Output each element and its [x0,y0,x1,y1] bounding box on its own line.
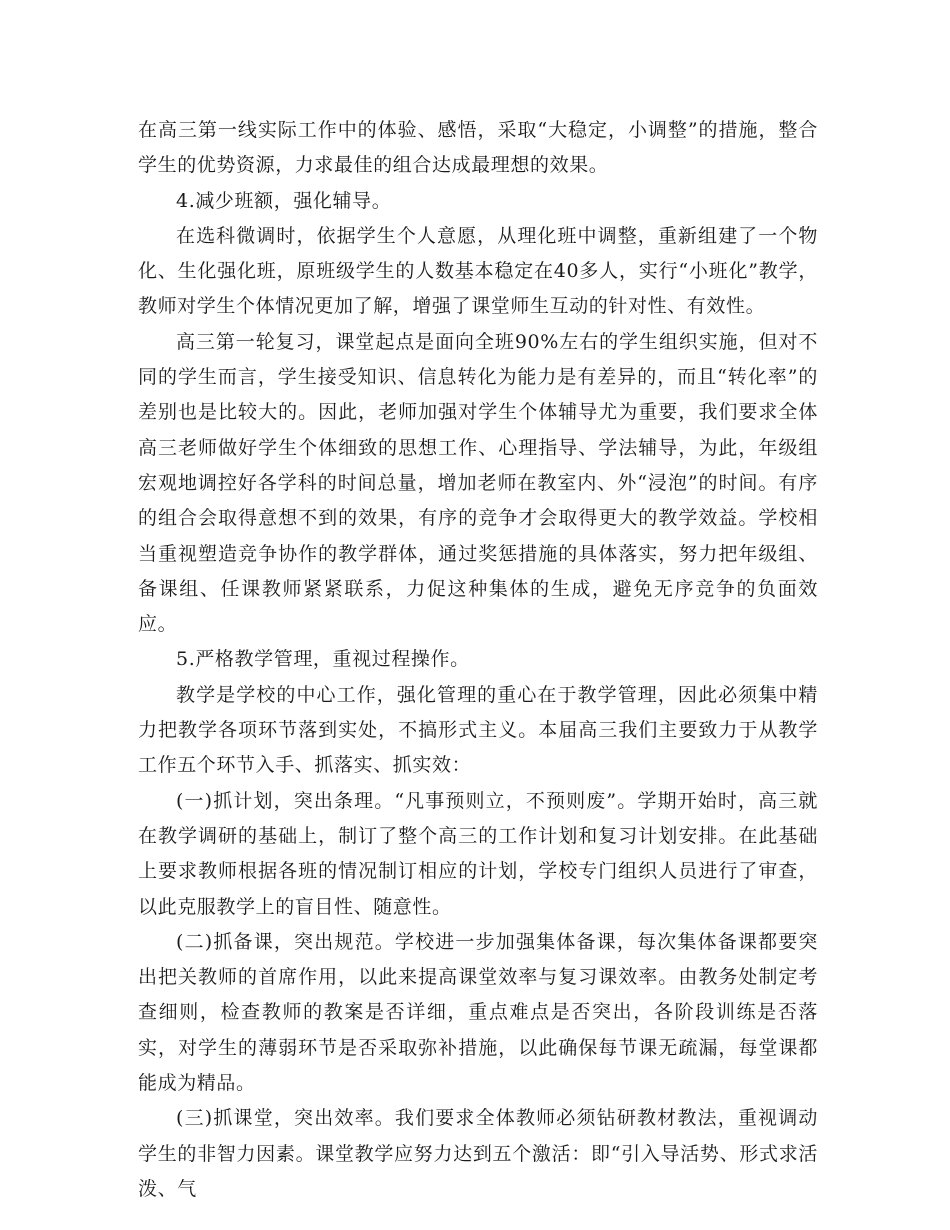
paragraph-3: 在选科微调时，依据学生个人意愿，从理化班中调整，重新组建了一个物化、生化强化班，原班级学生的人数基本稳定在40多人，实行“小班化”教学，教师对学生个体情况更加了解，增强了课堂师生互动的针对性、有效性。 [138,224,818,318]
heading-5-teaching-management: 5.严格教学管理，重视过程操作。 [176,648,470,671]
paragraph-classroom: (三)抓课堂，突出效率。我们要求全体教师必须钻研教材教法，重视调动学生的非智力因素。课堂教学应努力达到五个激活：即“引入导活势、形式求活泼、气 [138,1107,818,1200]
document-body [138,113,818,1207]
paragraph-6: 教学是学校的中心工作，强化管理的重心在于教学管理，因此必须集中精力把教学各项环节落到实处，不搞形式主义。本届高三我们主要致力于从教学工作五个环节入手、抓落实、抓实效： [138,683,818,777]
paragraph-1: 在高三第一线实际工作中的体验、感悟，采取“大稳定，小调整”的措施，整合学生的优势资源，力求最佳的组合达成最理想的效果。 [138,119,818,177]
paragraph-plan: (一)抓计划，突出条理。“凡事预则立，不预则废”。学期开始时，高三就在教学调研的基础上，制订了整个高三的工作计划和复习计划安排。在此基础上要求教师根据各班的情况制订相应的计划，学校专门组织人员进行了审查，以此克服教学上的盲目性、随意性。 [138,789,818,918]
paragraph-lesson-prep: (二)抓备课，突出规范。学校进一步加强集体备课，每次集体备课都要突出把关教师的首席作用，以此来提高课堂效率与复习课效率。由教务处制定考查细则，检查教师的教案是否详细，重点难点是否突出，各阶段训练是否落实，对学生的薄弱环节是否采取弥补措施，以此确保每节课无疏漏，每堂课都能成为精品。 [138,930,818,1095]
paragraph-4: 高三第一轮复习，课堂起点是面向全班90%左右的学生组织实施，但对不同的学生而言，学生接受知识、信息转化为能力是有差异的，而且“转化率”的差别也是比较大的。因此，老师加强对学生个体辅导尤为重要，我们要求全体高三老师做好学生个体细致的思想工作、心理指导、学法辅导，为此，年级组宏观地调控好各学科的时间总量，增加老师在教室内、外“浸泡”的时间。有序的组合会取得意想不到的效果，有序的竞争才会取得更大的教学效益。学校相当重视塑造竞争协作的教学群体，通过奖惩措施的具体落实，努力把年级组、备课组、任课教师紧紧联系，力促这种集体的生成，避免无序竞争的负面效应。 [138,330,818,636]
heading-4-reduce-class-size: 4.减少班额，强化辅导。 [176,189,392,212]
